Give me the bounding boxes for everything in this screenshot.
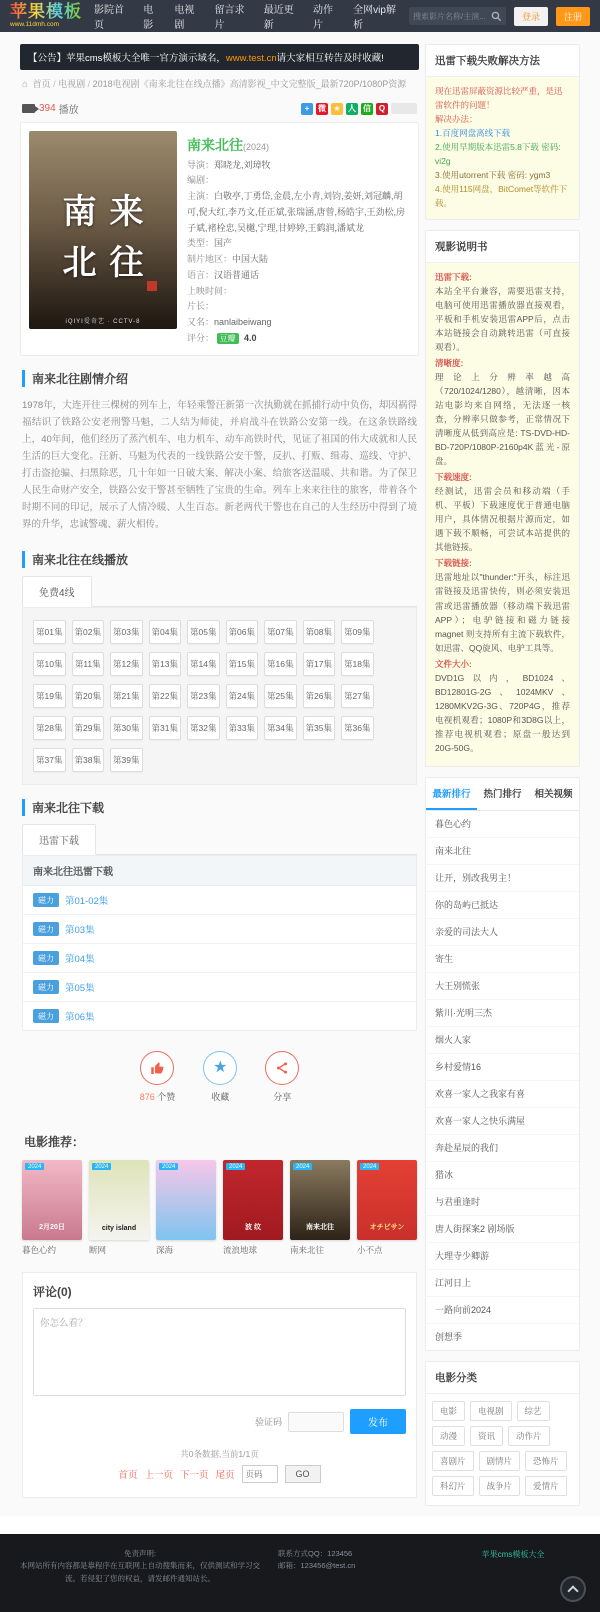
rating-label: 评分：	[187, 332, 215, 343]
download-row	[23, 915, 416, 944]
solution-link[interactable]: 2.使用早期版本迅雷5.8下载 密码: vi2g	[435, 142, 561, 167]
movie-detail-card	[20, 122, 419, 356]
download-link[interactable]: 第06集	[65, 1012, 95, 1024]
guide-section-text: 理论上分辨率越高（720/1024/1280），越清晰，因本站电影均来自网络，无法逐一核查，分辨率只做参考，正常情况下清晰度从低到高应是: TS-DVD-HD-BD-720P/1080P-2160p4K蓝光-原盘。	[435, 372, 570, 467]
episode-button[interactable]: 第22集	[149, 684, 182, 708]
episode-box	[22, 607, 417, 785]
disclaimer-text: 本网站所有内容都是靠程序在互联网上自动搜集而来，仅供测试和学习交流。若侵犯了您的权益，请发邮件通知站长。	[20, 1561, 260, 1584]
footer-contact	[278, 1548, 428, 1586]
ranking-item[interactable]: 猎冰	[426, 1162, 579, 1189]
guide-section	[435, 356, 570, 468]
ranking-item[interactable]: 烟火人家	[426, 1027, 579, 1054]
episode-button[interactable]: 第10集	[33, 652, 66, 676]
download-section-title: 南来北往下载	[22, 799, 417, 816]
solution-box-body	[426, 77, 579, 219]
poster-art-text: city island	[101, 1225, 137, 1233]
ranking-item[interactable]: 一路向前2024	[426, 1297, 579, 1324]
episode-button[interactable]: 第16集	[264, 652, 297, 676]
guide-section-label: 清晰度:	[435, 358, 464, 369]
contact-email: 邮箱：123456@test.cn	[278, 1561, 356, 1571]
intro-section-title: 南来北往剧情介绍	[22, 370, 417, 387]
category-tag[interactable]: 恐怖片	[525, 1451, 567, 1471]
episode-button[interactable]: 第35集	[303, 716, 336, 740]
pager-link[interactable]: 首页	[118, 1470, 138, 1482]
guide-section	[435, 270, 570, 354]
ranking-item[interactable]: 暮色心约	[426, 811, 579, 838]
rating-value: 4.0	[244, 332, 257, 343]
field-value: 国产	[214, 238, 233, 249]
ranking-item[interactable]: 欢喜一家人之快乐满屋	[426, 1108, 579, 1135]
poster-seal	[147, 281, 157, 291]
category-tag[interactable]: 科幻片	[432, 1476, 474, 1496]
nav-item[interactable]: 留言求片	[214, 5, 245, 31]
movie-year: (2024)	[243, 142, 270, 152]
star-icon[interactable]: ★	[203, 1051, 237, 1085]
recommend-card[interactable]	[89, 1160, 149, 1256]
site-link[interactable]: 苹果cms模板大全	[481, 1549, 545, 1559]
ranking-item[interactable]: 与君重逢时	[426, 1189, 579, 1216]
movie-field	[187, 189, 410, 236]
episode-button[interactable]: 第18集	[341, 652, 374, 676]
ranking-item[interactable]: 大理寺少卿游	[426, 1243, 579, 1270]
pager-link[interactable]: 尾页	[215, 1470, 235, 1482]
comment-submit-bar	[33, 1409, 406, 1434]
poster-char: 北	[62, 244, 97, 282]
field-label: 上映时间：	[187, 285, 233, 296]
ranking-item[interactable]: 欢喜一家人之我家有喜	[426, 1081, 579, 1108]
share-icon-big[interactable]	[265, 1051, 299, 1085]
ranking-tabs	[426, 778, 579, 811]
captcha-input[interactable]	[288, 1412, 344, 1432]
guide-section-label: 下载链接:	[435, 558, 472, 569]
recommend-card[interactable]	[223, 1160, 283, 1256]
guide-section	[435, 470, 570, 554]
episode-button[interactable]: 第23集	[187, 684, 220, 708]
tab-latest-rank[interactable]: 最新排行	[426, 778, 477, 810]
guide-section-label: 下载速度:	[435, 472, 472, 483]
guide-box-body	[426, 263, 579, 766]
pager-link[interactable]: 下一页	[179, 1470, 209, 1482]
guide-section-text: 经测试，迅雷会员和移动端（手机、平板）下载速度优于普通电脑用户，具体情况根据片源而定，如遇下载不顺畅，可尝试本站提供的其他链接。	[435, 486, 570, 553]
recommend-movie-title: 小不点	[357, 1245, 383, 1256]
recommend-card[interactable]	[357, 1160, 417, 1256]
ranking-item[interactable]: 奔赴星辰的我们	[426, 1135, 579, 1162]
download-tabs	[22, 824, 417, 855]
like-count-label: 876 个赞	[139, 1092, 176, 1103]
episode-button[interactable]: 第37集	[33, 748, 66, 772]
search-input[interactable]	[413, 12, 491, 21]
recommend-card[interactable]	[290, 1160, 350, 1256]
footer	[0, 1534, 600, 1612]
recommend-movie-title: 南来北往	[290, 1245, 325, 1256]
share-label: 分享	[273, 1092, 292, 1103]
footer-disclaimer	[20, 1548, 260, 1586]
nav-item[interactable]: 电视剧	[174, 5, 195, 31]
magnet-badge: 磁力	[33, 893, 59, 907]
poster-art-text: 南来北往	[306, 1224, 334, 1232]
contact-qq: 联系方式QQ：123456	[278, 1548, 353, 1558]
category-tag[interactable]: 战争片	[479, 1476, 521, 1496]
footer-sitelink	[446, 1548, 580, 1586]
view-count: 394	[39, 103, 56, 114]
solution-link[interactable]: 3.使用utorrent下载 密码: ygm3	[435, 170, 551, 181]
stats-row	[20, 97, 419, 122]
ranking-item[interactable]: 亲爱的司法大人	[426, 919, 579, 946]
download-row	[23, 973, 416, 1002]
episode-grid	[33, 620, 406, 772]
video-camera-icon	[22, 104, 35, 113]
nav-item[interactable]: 电影	[143, 5, 154, 31]
download-box	[22, 855, 417, 1031]
ranking-item[interactable]: 江河日上	[426, 1270, 579, 1297]
category-box-title: 电影分类	[426, 1362, 579, 1394]
field-label: 制片地区：	[187, 254, 233, 264]
field-value: 中国大陆	[232, 254, 269, 264]
main-column	[20, 44, 419, 1498]
poster-char: 往	[109, 244, 144, 282]
recommend-movie-title: 深海	[156, 1245, 174, 1256]
field-label: 又名：	[187, 317, 215, 327]
recommend-poster[interactable]	[89, 1160, 149, 1240]
share-icon[interactable]: +	[301, 103, 313, 115]
episode-button[interactable]: 第02集	[72, 620, 105, 644]
episode-button[interactable]: 第39集	[110, 748, 143, 772]
page-body	[0, 32, 600, 1516]
movie-field	[187, 158, 410, 174]
poster-art-text: 波 纹	[245, 1224, 261, 1232]
movie-info	[187, 131, 410, 347]
login-button[interactable]: 登录	[514, 7, 548, 26]
pager-link[interactable]: 上一页	[144, 1470, 173, 1482]
poster-title-art	[57, 184, 149, 284]
field-label: 编剧：	[187, 175, 215, 186]
poster-art-text: オチビサン	[369, 1224, 405, 1232]
year-badge: 2024	[360, 1163, 379, 1170]
recommend-poster[interactable]	[22, 1160, 82, 1240]
breadcrumb-category[interactable]: 电视剧	[58, 79, 86, 89]
breadcrumb-home[interactable]: 首页	[32, 79, 51, 89]
category-tag[interactable]: 资讯	[470, 1426, 503, 1446]
field-label: 语言：	[187, 269, 215, 280]
solution-warning: 现在迅雷屏蔽资源比较严重，是迅雷软件的问题！	[435, 86, 563, 111]
movie-field	[187, 236, 410, 252]
site-logo-domain: www.11dmh.com	[10, 21, 60, 29]
nav-item[interactable]: 最近更新	[263, 5, 294, 31]
movie-title: 南来北往(2024)	[187, 137, 270, 153]
viewing-guide-box	[425, 230, 580, 767]
recommend-movie-title: 断网	[89, 1245, 107, 1256]
nav-item[interactable]: 全网vip解析	[353, 5, 396, 31]
ranking-item[interactable]: 乡村爱情16	[426, 1054, 579, 1081]
episode-button[interactable]: 第21集	[110, 684, 143, 708]
field-value: nanlaibeiwang	[214, 317, 272, 327]
download-row	[23, 886, 416, 915]
movie-field	[187, 299, 410, 315]
share-icon[interactable]: ★	[331, 103, 343, 115]
top-navbar	[0, 0, 600, 32]
episode-button[interactable]: 第27集	[341, 684, 374, 708]
field-value: 汉语普通话	[214, 269, 260, 280]
magnet-badge: 磁力	[33, 980, 59, 994]
breadcrumb	[20, 70, 419, 97]
episode-button[interactable]: 第08集	[303, 620, 336, 644]
category-tag-list	[426, 1394, 579, 1505]
episode-button[interactable]: 第15集	[226, 652, 259, 676]
page-number-input[interactable]	[242, 1465, 278, 1483]
site-logo-title: 苹果模板	[10, 2, 82, 22]
share-icon[interactable]: Q	[376, 103, 388, 115]
category-tag[interactable]: 电视剧	[470, 1401, 512, 1421]
pagination-info: 共0条数据,当前1/1页	[180, 1449, 259, 1460]
douban-badge: 豆瓣	[217, 333, 239, 344]
site-logo[interactable]	[10, 3, 82, 29]
download-row	[23, 1002, 416, 1030]
episode-button[interactable]: 第26集	[303, 684, 336, 708]
share-icon[interactable]: 信	[363, 103, 371, 113]
nav-item[interactable]: 动作片	[312, 5, 333, 31]
episode-button[interactable]: 第06集	[226, 620, 259, 644]
category-tag[interactable]: 动作片	[508, 1426, 550, 1446]
field-label: 片长：	[187, 301, 215, 312]
thunder-solution-box	[425, 44, 580, 220]
episode-button[interactable]: 第24集	[226, 684, 259, 708]
episode-button[interactable]: 第13集	[149, 652, 182, 676]
episode-button[interactable]: 第01集	[33, 620, 66, 644]
play-section-title: 南来北往在线播放	[22, 551, 417, 568]
recommend-poster[interactable]	[290, 1160, 350, 1240]
download-link[interactable]: 第04集	[65, 954, 95, 966]
play-tab-free4[interactable]: 免费4线	[22, 576, 92, 607]
episode-button[interactable]: 第05集	[187, 620, 220, 644]
movie-field	[187, 173, 410, 189]
recommend-poster[interactable]	[223, 1160, 283, 1240]
episode-button[interactable]: 第38集	[72, 748, 105, 772]
back-to-top-button[interactable]	[560, 1576, 586, 1602]
sidebar	[425, 44, 580, 1516]
comment-textarea[interactable]	[33, 1308, 406, 1396]
solution-list	[435, 126, 570, 210]
collect-label: 收藏	[211, 1092, 230, 1103]
episode-button[interactable]: 第19集	[33, 684, 66, 708]
recommend-movie-title: 暮色心约	[22, 1245, 57, 1256]
episode-button[interactable]: 第28集	[33, 716, 66, 740]
episode-button[interactable]: 第03集	[110, 620, 143, 644]
episode-button[interactable]: 第29集	[72, 716, 105, 740]
episode-button[interactable]: 第04集	[149, 620, 182, 644]
ranking-item[interactable]: 创想季	[435, 1332, 463, 1343]
movie-field	[187, 284, 410, 300]
solution-box-title: 迅雷下载失败解决方法	[426, 45, 579, 77]
captcha-label: 验证码	[254, 1417, 282, 1428]
go-button[interactable]: GO	[285, 1465, 321, 1483]
guide-section-text: 迅雷地址以"thunder:"开头，标注迅雷链接及迅雷快传，则必须安装迅雷或迅雷播放器（移动端下载迅雷APP）；电驴链接和磁力链接 magnet 则支持所有主流下载软件，如迅雷、QQ旋风、电驴工具等。	[435, 572, 570, 653]
field-label: 主演：	[187, 191, 215, 201]
comments-card	[22, 1272, 417, 1498]
episode-button[interactable]: 第33集	[226, 716, 259, 740]
category-tag[interactable]: 动漫	[432, 1426, 465, 1446]
poster-char: 来	[109, 193, 144, 231]
year-badge: 2024	[159, 1163, 178, 1170]
chevron-up-icon	[567, 1585, 578, 1596]
ranking-item[interactable]: 你的岛屿已抵达	[426, 892, 579, 919]
category-tag[interactable]: 综艺	[517, 1401, 550, 1421]
share-icon[interactable]: 人	[348, 103, 356, 113]
episode-button[interactable]: 第36集	[341, 716, 374, 740]
episode-button[interactable]: 第14集	[187, 652, 220, 676]
guide-section	[435, 657, 570, 755]
guide-section-label: 文件大小:	[435, 658, 472, 669]
year-badge: 2024	[92, 1163, 111, 1170]
home-icon: ⌂	[22, 79, 29, 90]
announcement-text: 【公告】苹果cms模板大全唯一官方演示域名，	[28, 53, 226, 64]
poster-art-text: 2月20日	[39, 1224, 65, 1232]
nav-item[interactable]: 影院首页	[94, 5, 124, 31]
recommend-title: 电影推荐：	[24, 1135, 85, 1150]
ranking-item[interactable]: 大王别慌张	[426, 973, 579, 1000]
solution-link[interactable]: 4.使用115网盘，BitComet等软件下载。	[435, 184, 568, 209]
share-count-pill	[391, 103, 417, 114]
solution-link[interactable]: 1.百度网盘离线下载	[435, 128, 511, 139]
episode-button[interactable]: 第25集	[264, 684, 297, 708]
ranking-item[interactable]: 寄生	[426, 946, 579, 973]
episode-button[interactable]: 第34集	[264, 716, 297, 740]
magnet-badge: 磁力	[33, 951, 59, 965]
movie-field	[187, 252, 410, 268]
field-value: 郑晓龙,刘璋牧	[214, 159, 271, 170]
recommend-poster[interactable]	[357, 1160, 417, 1240]
episode-button[interactable]: 第31集	[149, 716, 182, 740]
movie-field	[187, 315, 410, 331]
category-tag[interactable]: 爱情片	[525, 1476, 567, 1496]
poster-char: 南	[62, 193, 97, 231]
download-link[interactable]: 第05集	[65, 983, 95, 995]
register-button[interactable]: 注册	[556, 7, 590, 26]
ranking-list	[426, 811, 579, 1350]
download-link[interactable]: 第01-02集	[65, 896, 109, 908]
collect-action[interactable]	[203, 1051, 237, 1103]
play-tabs	[22, 576, 417, 607]
announcement-link[interactable]: www.test.cn	[225, 53, 277, 64]
field-label: 类型：	[187, 238, 215, 249]
recommend-poster[interactable]	[156, 1160, 216, 1240]
share-action[interactable]	[265, 1051, 299, 1103]
episode-button[interactable]: 第30集	[110, 716, 143, 740]
announcement-suffix: 请大家相互转告及时收藏!	[276, 53, 384, 64]
share-icon[interactable]: 微	[318, 103, 326, 113]
solution-warning-2: 解决办法：	[435, 114, 478, 125]
thumbs-up-icon[interactable]	[140, 1051, 174, 1085]
comments-title: 评论(0)	[33, 1285, 72, 1300]
ranking-box	[425, 777, 580, 1351]
recommend-card[interactable]	[22, 1160, 82, 1256]
movie-field-list	[187, 158, 410, 331]
episode-button[interactable]: 第20集	[72, 684, 105, 708]
recommend-list	[20, 1158, 419, 1266]
download-row	[23, 944, 416, 973]
intro-text: 1978年，大连开往三棵树的列车上，年轻乘警汪新第一次执勤就在抓捕行动中负伤，却因祸得福结识了铁路公安老刑警马魁，二人结为师徒，并肩战斗在铁路公安第一线。在这条铁路线上，40年间，他们经历了蒸汽机车、电力机车、动车高铁时代，见证了祖国的伟大成就和人民生活的巨大变化。汪新、马魁为代表的一线铁路公安干警，反扒、打贩、缉毒、巡线、守护、打击盗抢骗、扫黑除恶，几十年如一日破大案、解决小案、给旅客送温暖、共和谐。为了保卫人民生命财产安全，铁路公安干警甚至牺牲了宝贵的生命。列车上来来往往的旅客，带着各个时期不同的印记，展示了人情冷暖、人生百态。新老两代干警也在自己的人生经历中得到了境界的升华，忠诚警魂、薪火相传。	[22, 399, 417, 531]
tab-hot-rank[interactable]: 热门排行	[483, 788, 522, 800]
movie-poster[interactable]	[29, 131, 177, 329]
pagination	[33, 1448, 406, 1483]
ranking-item[interactable]: 唐人街探案2 剧场版	[426, 1216, 579, 1243]
guide-section-text: DVD1G以内，BD1024、BD12801G-2G、1024MKV、1280MKV2G-3G、720P4G，推荐电视机观看；1080P和3D8G以上，推荐电视机观看；原盘一般达到20G-50G。	[435, 672, 570, 753]
pagination-links	[118, 1465, 320, 1483]
like-count: 876	[139, 1092, 155, 1103]
breadcrumb-current: 2018电视剧《南来北往在线点播》高清影视_中文完整版_最新720P/1080P资源	[92, 79, 407, 89]
movie-rating-row	[187, 331, 410, 347]
download-tab-thunder[interactable]: 迅雷下载	[22, 824, 96, 855]
recommend-movie-title: 流浪地球	[223, 1245, 258, 1256]
category-tag[interactable]: 喜剧片	[432, 1451, 474, 1471]
year-badge: 2024	[293, 1163, 312, 1170]
view-count-label: 播放	[58, 105, 79, 116]
announcement-bar	[20, 44, 419, 70]
field-label: 导演：	[187, 159, 215, 170]
episode-button[interactable]: 第07集	[264, 620, 297, 644]
year-badge: 2024	[25, 1163, 44, 1170]
main-nav	[94, 1, 401, 31]
episode-button[interactable]: 第12集	[110, 652, 143, 676]
download-link[interactable]: 第03集	[65, 925, 95, 937]
movie-field	[187, 268, 410, 284]
like-action[interactable]	[140, 1051, 176, 1103]
episode-button[interactable]: 第32集	[187, 716, 220, 740]
episode-button[interactable]: 第11集	[72, 652, 105, 676]
episode-button[interactable]: 第17集	[303, 652, 336, 676]
magnet-badge: 磁力	[33, 1009, 59, 1023]
recommend-card[interactable]	[156, 1160, 216, 1256]
guide-section-label: 迅雷下载:	[435, 272, 472, 283]
category-tag[interactable]: 电影	[432, 1401, 465, 1421]
search-icon[interactable]	[491, 11, 502, 22]
action-row	[20, 1031, 419, 1119]
year-badge: 2024	[226, 1163, 245, 1170]
publish-button[interactable]: 发布	[350, 1409, 406, 1434]
download-list	[23, 886, 416, 1030]
field-value: 白敬亭,丁勇岱,金晨,左小青,刘钧,姜妍,刘冠麟,胡可,倪大红,李乃文,任正斌,张瑞涵,唐曾,杨皓宇,王劲松,房子斌,褚栓忠,吴樾,宁理,甘婷婷,王鹤润,潘斌龙	[187, 191, 406, 233]
category-box	[425, 1361, 580, 1506]
disclaimer-title: 免责声明:	[123, 1548, 157, 1558]
guide-section	[435, 556, 570, 654]
guide-box-title: 观影说明书	[426, 231, 579, 263]
ranking-item[interactable]: 南来北往	[426, 838, 579, 865]
category-tag[interactable]: 剧情片	[479, 1451, 521, 1471]
poster-caption: iQIYI爱奇艺 · CCTV-8	[65, 319, 141, 325]
tab-related-videos[interactable]: 相关视频	[534, 788, 573, 800]
guide-section-text: 本站全平台兼容，需要迅雷支持，电脑可使用迅雷播放器直接观看，平板和手机安装迅雷APP后，点击本站链接会自动跳转迅雷（可直接观看）。	[435, 286, 570, 353]
ranking-item[interactable]: 让开，别改我男主！	[426, 865, 579, 892]
download-box-title: 南来北往迅雷下载	[23, 856, 416, 886]
magnet-badge: 磁力	[33, 922, 59, 936]
episode-button[interactable]: 第09集	[341, 620, 374, 644]
ranking-item[interactable]: 紫川·光明三杰	[426, 1000, 579, 1027]
share-icon-row	[301, 103, 388, 115]
search-box	[409, 7, 506, 25]
